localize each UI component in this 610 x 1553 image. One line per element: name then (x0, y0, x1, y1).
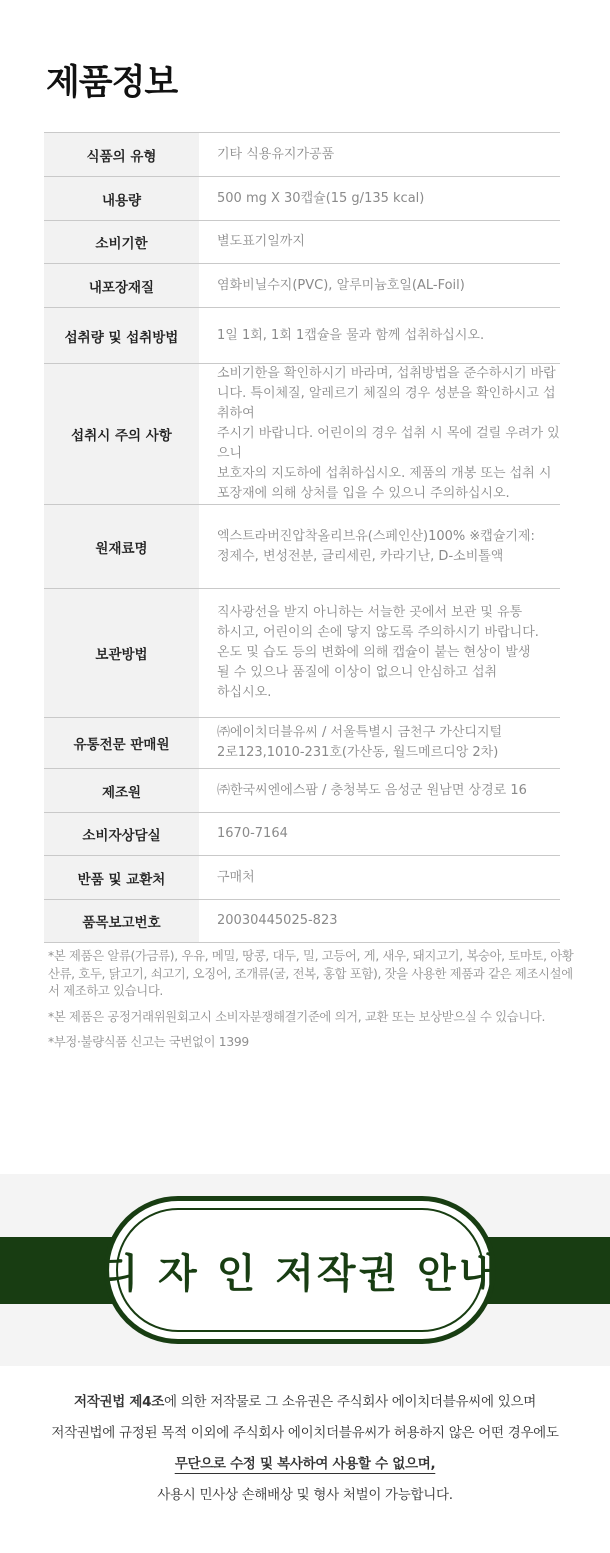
info-value-line: 하십시오. (217, 685, 272, 700)
info-row-label: 내용량 (44, 177, 199, 221)
info-row (44, 505, 560, 589)
info-value-line: 1670-7164 (217, 826, 288, 841)
info-row-value (199, 177, 560, 221)
info-row-value (199, 264, 560, 308)
info-value-line: 하시고, 어린이의 손에 닿지 않도록 주의하시기 바랍니다. (217, 625, 539, 640)
info-value-line: 될 수 있으나 품질에 이상이 없으니 안심하고 섭취 (217, 665, 498, 680)
allergen-note: *본 제품은 알류(가금류), 우유, 메밀, 땅콩, 대두, 밀, 고등어, 게, 새우, 돼지고기, 복숭아, 토마토, 아황산류, 호두, 닭고기, 쇠고기, 오징어, 조개류(굴, 전복, 홍합 포함), 잣을 사용한 제품과 같은 제조시설에서 제조하고 있습니다. (48, 949, 574, 998)
notes (48, 948, 578, 1060)
info-row-value (199, 221, 560, 264)
info-row-value (199, 900, 560, 943)
copyright-title: 디 자 인 저작권 안내 (99, 1250, 501, 1297)
info-row-value (199, 718, 560, 769)
info-value-line: 주시기 바랍니다. 어린이의 경우 섭취 시 목에 걸릴 우려가 있으니 (217, 426, 560, 461)
copyright-warning: 무단으로 수정 및 복사하여 사용할 수 없으며, (174, 1456, 436, 1472)
info-row-value (199, 813, 560, 856)
info-value-line: 20030445025-823 (217, 913, 338, 928)
info-row-value (199, 856, 560, 900)
info-row-value (199, 133, 560, 177)
info-row-label: 소비자상담실 (44, 813, 199, 856)
info-row (44, 589, 560, 718)
info-row-label: 원재료명 (44, 505, 199, 589)
exchange-note: *본 제품은 공정거래위원회고시 소비자분쟁해결기준에 의거, 교환 또는 보상받으실 수 있습니다. (48, 1009, 546, 1024)
copyright-line-1-rest: 에 의한 저작물로 그 소유권은 주식회사 에이치더블유씨에 있으며 (164, 1394, 536, 1410)
info-value-line: 엑스트라버진압착올리브유(스페인산)100% ※캡슐기제: (217, 528, 535, 544)
info-row-value (199, 364, 560, 505)
info-value-line: 2로123,1010-231호(가산동, 월드메르디앙 2차) (217, 745, 499, 760)
copyright-notice (0, 1387, 610, 1511)
info-row-value (199, 589, 560, 718)
info-value-line: 니다. 특이체질, 알레르기 체질의 경우 성분을 확인하시고 섭취하여 (217, 386, 556, 421)
info-value-line: 1일 1회, 1회 1캡슐을 물과 함께 섭취하십시오. (217, 327, 485, 343)
info-row (44, 221, 560, 264)
info-row-value (199, 308, 560, 364)
info-row (44, 364, 560, 505)
copyright-banner (0, 1174, 610, 1366)
info-row-label: 내포장재질 (44, 264, 199, 308)
info-value-line: 기타 식용유지가공품 (217, 146, 335, 162)
info-row-label: 유통전문 판매원 (44, 718, 199, 769)
copyright-title-badge (99, 1196, 501, 1344)
info-row-label: 보관방법 (44, 589, 199, 718)
copyright-line-1 (0, 1387, 610, 1418)
info-value-line: 포장재에 의해 상처를 입을 수 있으니 주의하십시오. (217, 486, 510, 501)
info-value-line: ㈜에이치더블유씨 / 서울특별시 금천구 가산디지털 (217, 725, 503, 740)
info-row (44, 900, 560, 943)
info-value-line: 정제수, 변성전분, 글리세린, 카라기난, D-소비톨액 (217, 548, 504, 564)
info-row-label: 섭취량 및 섭취방법 (44, 308, 199, 364)
info-row-label: 소비기한 (44, 221, 199, 264)
info-row (44, 856, 560, 900)
info-row-label: 품목보고번호 (44, 900, 199, 943)
copyright-line-2: 저작권법에 규정된 목적 이외에 주식회사 에이치더블유씨가 허용하지 않은 어떤 경우에도 (51, 1425, 559, 1441)
report-note: *부정·불량식품 신고는 국번없이 1399 (48, 1035, 249, 1049)
copyright-line-4: 사용시 민사상 손해배상 및 형사 처벌이 가능합니다. (157, 1487, 453, 1503)
info-value-line: 별도표기일까지 (217, 234, 305, 249)
copyright-law-ref: 저작권법 제4조 (74, 1394, 164, 1410)
info-value-line: ㈜한국씨엔에스팜 / 충청북도 음성군 원남면 상경로 16 (217, 782, 527, 798)
info-row (44, 308, 560, 364)
info-row (44, 133, 560, 177)
info-row (44, 813, 560, 856)
info-value-line: 직사광선을 받지 아니하는 서늘한 곳에서 보관 및 유통 (217, 605, 523, 620)
info-row-label: 제조원 (44, 769, 199, 813)
info-row-value (199, 505, 560, 589)
info-row-label: 섭취시 주의 사항 (44, 364, 199, 505)
info-value-line: 염화비닐수지(PVC), 알루미늄호일(AL-Foil) (217, 277, 465, 293)
info-row-label: 반품 및 교환처 (44, 856, 199, 900)
info-value-line: 500 mg X 30캡슐(15 g/135 kcal) (217, 190, 425, 206)
copyright-title-badge-inner (99, 1208, 501, 1332)
product-info-table (44, 132, 560, 943)
info-row-label: 식품의 유형 (44, 133, 199, 177)
page-title: 제품정보 (46, 63, 178, 103)
info-value-line: 온도 및 습도 등의 변화에 의해 캡슐이 붙는 현상이 발생 (217, 645, 531, 660)
info-value-line: 소비기한을 확인하시기 바라며, 섭취방법을 준수하시기 바랍 (217, 366, 556, 381)
info-value-line: 보호자의 지도하에 섭취하십시오. 제품의 개봉 또는 섭취 시 (217, 466, 552, 481)
info-value-line: 구매처 (217, 869, 255, 885)
info-row (44, 718, 560, 769)
info-row-value (199, 769, 560, 813)
info-row (44, 264, 560, 308)
info-row (44, 769, 560, 813)
info-row (44, 177, 560, 221)
copyright-line-3 (0, 1449, 610, 1480)
